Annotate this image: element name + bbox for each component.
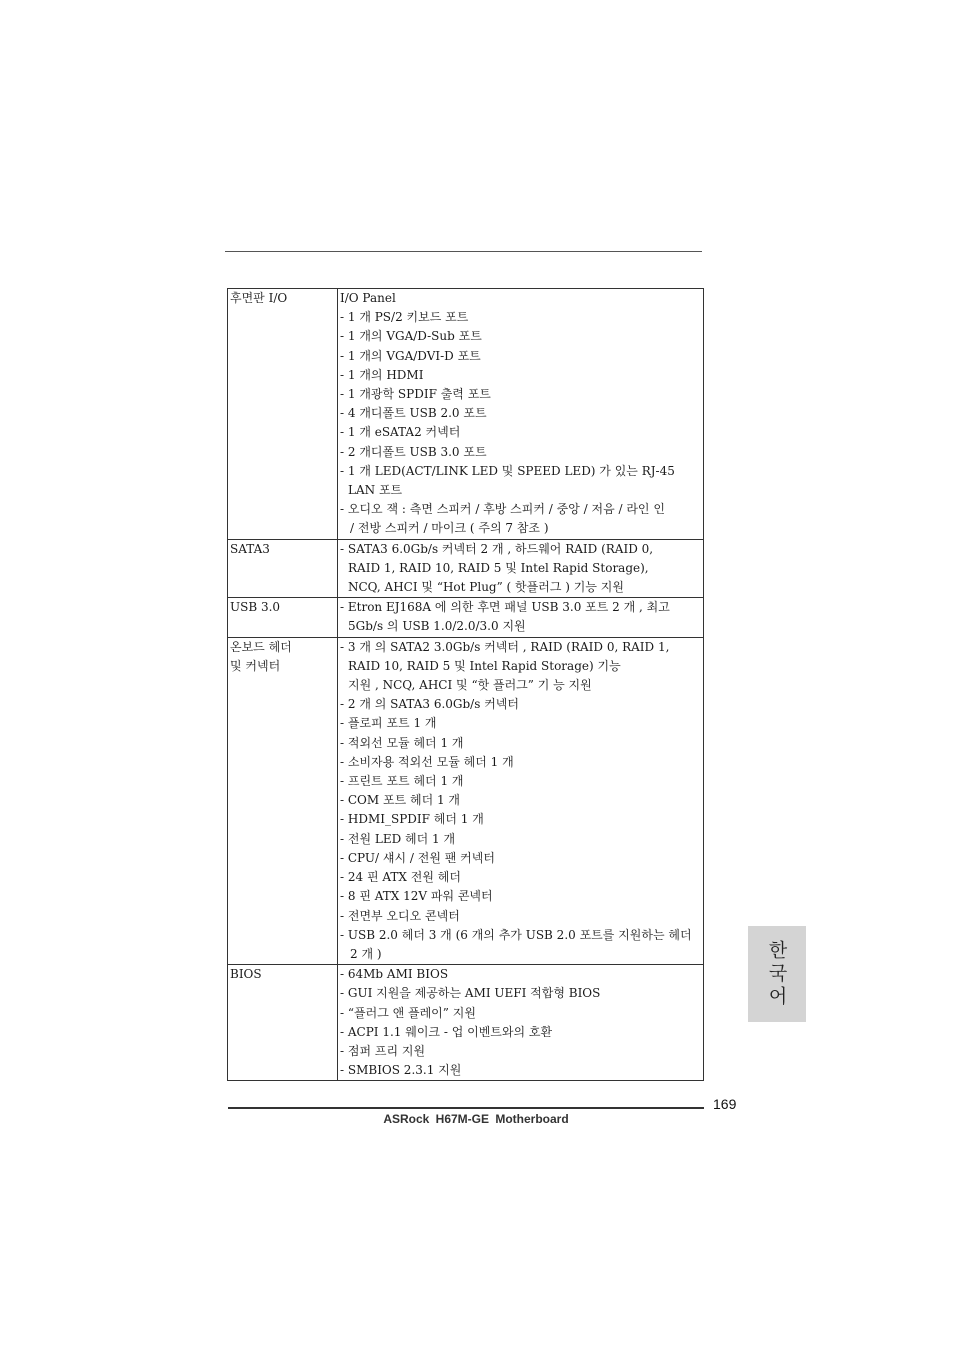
spec-value-line: - GUI 지원을 제공하는 AMI UEFI 적합형 BIOS	[340, 986, 601, 1001]
spec-value-line: - 3 개 의 SATA2 3.0Gb/s 커넥터 , RAID (RAID 0, RAID 1,	[340, 639, 670, 654]
bottom-rule	[228, 1107, 704, 1109]
spec-value-line: - 1 개 eSATA2 커넥터	[340, 425, 461, 440]
spec-table	[227, 288, 704, 1081]
top-rule	[225, 251, 702, 252]
spec-value-line: - 2 개디폴트 USB 3.0 포트	[340, 444, 487, 459]
spec-value-cell	[338, 598, 704, 637]
spec-row	[228, 637, 704, 964]
spec-value-line: - 소비자용 적외선 모듈 헤더 1 개	[340, 754, 514, 769]
spec-value-line: - CPU/ 섀시 / 전원 팬 커넥터	[340, 850, 495, 865]
spec-value-line: - 1 개 PS/2 키보드 포트	[340, 310, 469, 325]
spec-value-line: - HDMI_SPDIF 헤더 1 개	[340, 812, 484, 827]
spec-value-line: - 전원 LED 헤더 1 개	[340, 831, 456, 846]
spec-value-line: - 1 개의 VGA/D-Sub 포트	[340, 329, 482, 344]
spec-value-line: - 1 개광학 SPDIF 출력 포트	[340, 387, 491, 402]
page-number: 169	[713, 1096, 737, 1112]
spec-value-line: - 1 개의 VGA/DVI-D 포트	[340, 348, 481, 363]
spec-row	[228, 539, 704, 598]
spec-value-cell	[338, 289, 704, 540]
spec-value-line: - 오디오 잭 : 측면 스피커 / 후방 스피커 / 중앙 / 저음 / 라인 인	[340, 502, 665, 517]
spec-value-line: - 프린트 포트 헤더 1 개	[340, 774, 464, 789]
spec-value-cell	[338, 965, 704, 1081]
spec-value-cell	[338, 539, 704, 598]
spec-value-line: 5Gb/s 의 USB 1.0/2.0/3.0 지원	[348, 619, 526, 634]
spec-row	[228, 289, 704, 540]
spec-label-cell	[228, 965, 338, 1081]
spec-value-line: - “플러그 앤 플레이” 지원	[340, 1005, 476, 1020]
spec-value-line: - 적외선 모듈 헤더 1 개	[340, 735, 464, 750]
spec-value-line: - 1 개의 HDMI	[340, 367, 424, 382]
spec-label: 및 커넥터	[230, 658, 281, 673]
spec-row	[228, 598, 704, 637]
spec-value-line: - Etron EJ168A 에 의한 후면 패널 USB 3.0 포트 2 개 , 최고	[340, 600, 670, 615]
footer-product-name: ASRock H67M-GE Motherboard	[383, 1112, 569, 1126]
spec-value-line: NCQ, AHCI 및 “Hot Plug” ( 핫플러그 ) 기능 지원	[348, 580, 624, 595]
spec-value-line: - 전면부 오디오 콘넥터	[340, 908, 460, 923]
spec-value-line: - ACPI 1.1 웨이크 - 업 이벤트와의 호환	[340, 1024, 553, 1039]
spec-value-line: - COM 포트 헤더 1 개	[340, 793, 461, 808]
spec-value-line: - SMBIOS 2.3.1 지원	[340, 1063, 462, 1078]
spec-label: BIOS	[230, 967, 262, 982]
spec-label: USB 3.0	[230, 600, 281, 615]
spec-value-line: RAID 10, RAID 5 및 Intel Rapid Storage) 기능	[348, 658, 621, 673]
spec-value-line: - USB 2.0 헤더 3 개 (6 개의 추가 USB 2.0 포트를 지원하는 헤더	[340, 927, 692, 942]
spec-label: 온보드 헤더	[230, 639, 292, 654]
spec-label-cell	[228, 289, 338, 540]
language-tab-label: 한국어	[765, 939, 788, 1009]
spec-value-line: I/O Panel	[340, 291, 396, 305]
spec-value-line: - 1 개 LED(ACT/LINK LED 및 SPEED LED) 가 있는 RJ-45	[340, 463, 675, 478]
spec-value-line: - 64Mb AMI BIOS	[340, 967, 449, 982]
spec-label: 후면판 I/O	[230, 291, 288, 305]
language-tab	[748, 926, 806, 1022]
spec-row	[228, 965, 704, 1081]
spec-value-line: - SATA3 6.0Gb/s 커넥터 2 개 , 하드웨어 RAID (RAID 0,	[340, 541, 654, 556]
spec-value-line: - 2 개 의 SATA3 6.0Gb/s 커넥터	[340, 697, 519, 712]
spec-value-line: LAN 포트	[348, 483, 403, 498]
spec-label-cell	[228, 637, 338, 964]
spec-value-line: 2 개 )	[350, 946, 382, 961]
spec-table-body	[228, 289, 704, 1081]
spec-value-line: / 전방 스피커 / 마이크 ( 주의 7 참조 )	[350, 521, 549, 536]
spec-value-line: 지원 , NCQ, AHCI 및 “핫 플러그” 기 능 지원	[348, 678, 592, 693]
spec-label-cell	[228, 598, 338, 637]
spec-value-line: - 점퍼 프리 지원	[340, 1043, 426, 1058]
spec-value-line: - 8 핀 ATX 12V 파워 콘넥터	[340, 889, 493, 904]
spec-label-cell	[228, 539, 338, 598]
spec-value-line: - 플로피 포트 1 개	[340, 716, 437, 731]
spec-value-cell	[338, 637, 704, 964]
spec-value-line: - 4 개디폴트 USB 2.0 포트	[340, 406, 487, 421]
spec-label: SATA3	[230, 541, 270, 556]
spec-value-line: RAID 1, RAID 10, RAID 5 및 Intel Rapid Storage),	[348, 560, 649, 575]
spec-value-line: - 24 핀 ATX 전원 헤더	[340, 870, 461, 885]
